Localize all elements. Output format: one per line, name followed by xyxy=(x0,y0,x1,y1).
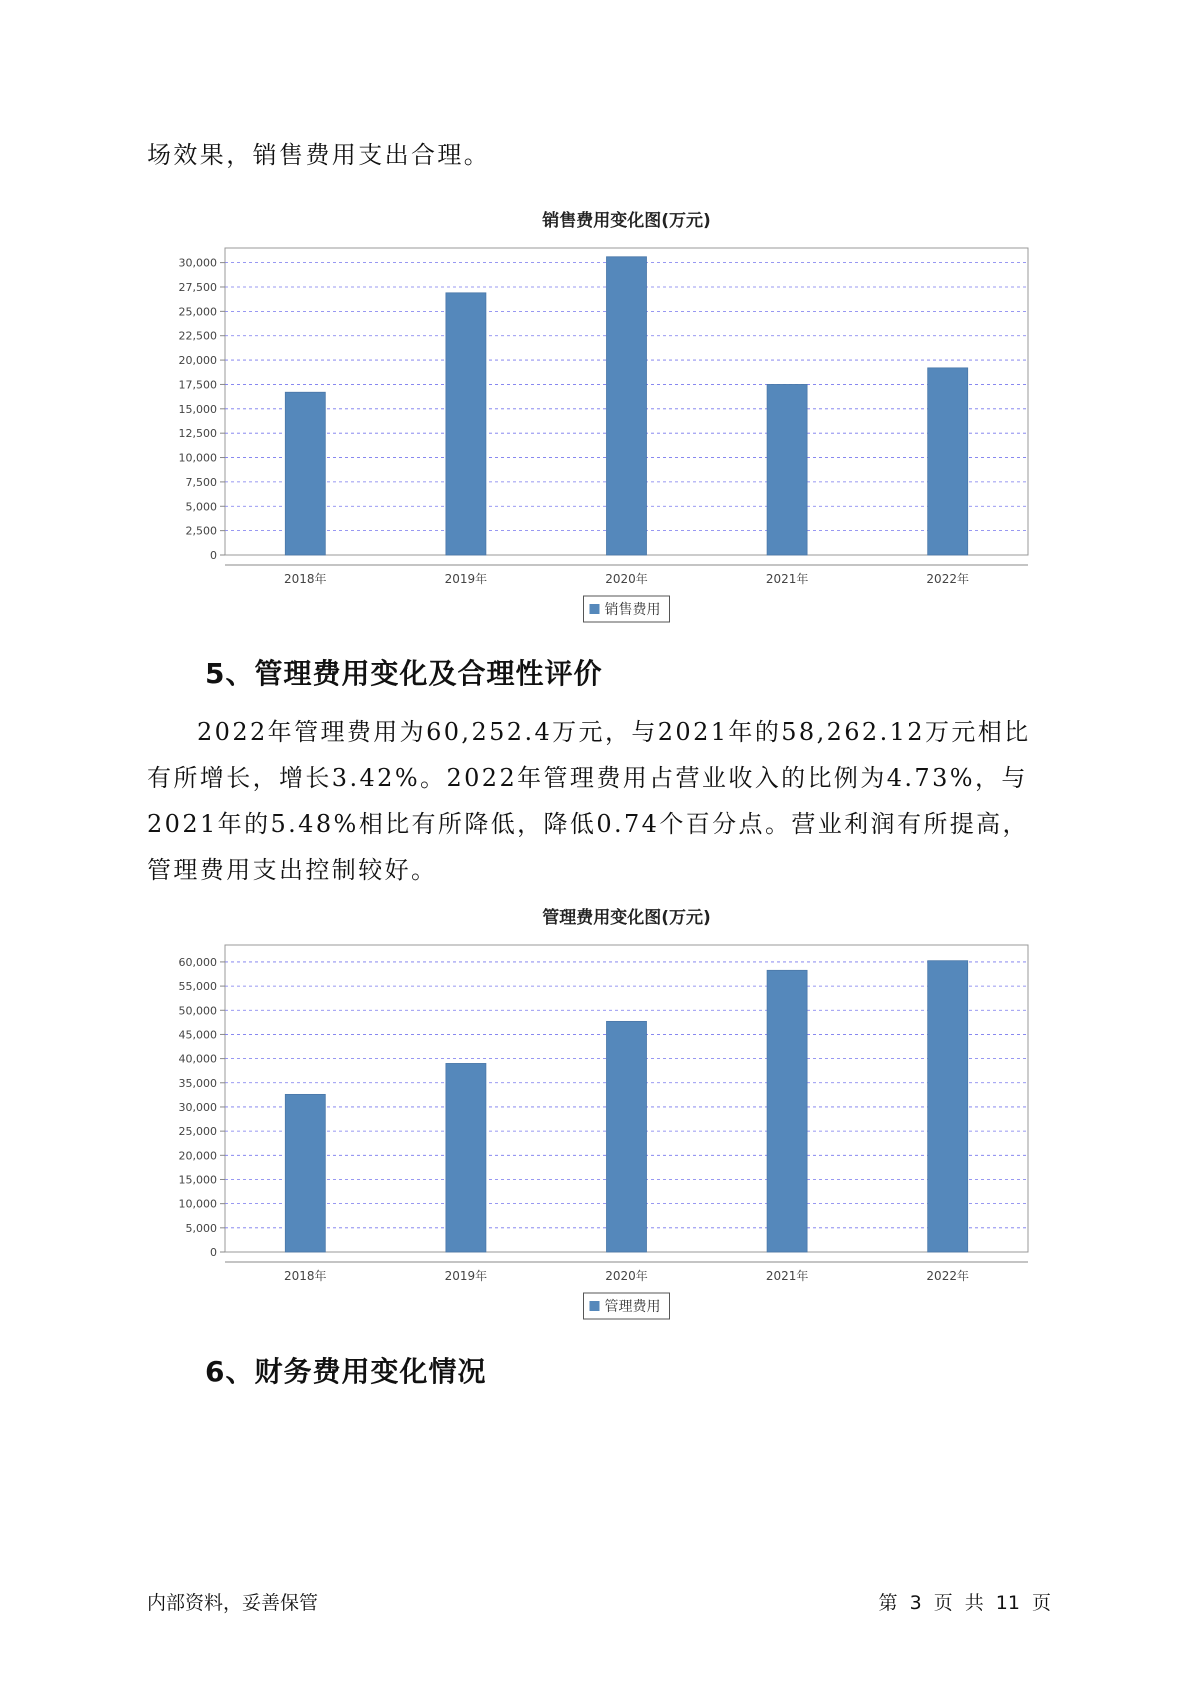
y-tick-label: 10,000 xyxy=(178,1197,217,1211)
bar-2018年 xyxy=(285,392,325,555)
chart-title: 销售费用变化图(万元) xyxy=(542,211,711,231)
x-tick-label: 2020年 xyxy=(605,1269,648,1283)
y-tick-label: 20,000 xyxy=(178,1149,217,1163)
legend-swatch xyxy=(590,604,600,614)
x-tick-label: 2021年 xyxy=(765,1269,809,1283)
y-tick-label: 5,000 xyxy=(185,500,217,514)
y-tick-label: 50,000 xyxy=(178,1004,217,1018)
y-tick-label: 30,000 xyxy=(178,256,217,270)
bar-2022年 xyxy=(928,961,968,1252)
x-tick-label: 2019年 xyxy=(444,572,488,586)
sales-expense-chart-svg xyxy=(160,200,1040,630)
x-tick-label: 2019年 xyxy=(444,1269,488,1283)
intro-paragraph: 场效果，销售费用支出合理。 xyxy=(147,141,491,169)
y-tick-label: 25,000 xyxy=(178,1125,217,1139)
y-tick-label: 2,500 xyxy=(185,524,217,538)
y-tick-label: 25,000 xyxy=(178,305,217,319)
y-tick-label: 40,000 xyxy=(178,1052,217,1066)
y-tick-label: 15,000 xyxy=(178,402,217,416)
bar-2020年 xyxy=(607,1021,647,1252)
y-tick-label: 20,000 xyxy=(178,354,217,368)
admin-expense-chart-svg xyxy=(160,897,1040,1327)
x-tick-label: 2018年 xyxy=(284,572,327,586)
legend-label: 管理费用 xyxy=(604,1299,661,1315)
y-tick-label: 60,000 xyxy=(178,955,217,969)
bar-2019年 xyxy=(446,293,486,555)
y-tick-label: 30,000 xyxy=(178,1100,217,1114)
y-tick-label: 5,000 xyxy=(185,1221,217,1235)
bar-2021年 xyxy=(767,970,807,1252)
chart-title: 管理费用变化图(万元) xyxy=(542,908,711,928)
chart-legend xyxy=(584,596,670,622)
y-tick-label: 7,500 xyxy=(185,475,217,489)
y-tick-label: 0 xyxy=(210,1246,217,1259)
section5-paragraph: 2022年管理费用为60,252.4万元，与2021年的58,262.12万元相比有所增长，增长3.42%。2022年管理费用占营业收入的比例为4.73%，与2021年的5.48%相比有所降低，降低0.74个百分点。营业利润有所提高，管理费用支出控制较好。 xyxy=(147,718,1031,884)
y-tick-label: 45,000 xyxy=(178,1028,217,1042)
admin-expense-chart xyxy=(160,897,1040,1327)
legend-label: 销售费用 xyxy=(604,602,661,618)
y-tick-label: 35,000 xyxy=(178,1076,217,1090)
footer-page-number: 第 3 页 共 11 页 xyxy=(878,1592,1051,1614)
x-tick-label: 2022年 xyxy=(926,572,969,586)
y-tick-label: 22,500 xyxy=(178,329,217,343)
x-tick-label: 2020年 xyxy=(605,572,648,586)
y-tick-label: 10,000 xyxy=(178,451,217,465)
y-tick-label: 15,000 xyxy=(178,1173,217,1187)
section6-heading: 6、财务费用变化情况 xyxy=(205,1355,487,1388)
sales-expense-chart xyxy=(160,200,1040,630)
footer-confidential-note: 内部资料，妥善保管 xyxy=(147,1592,319,1614)
bar-2020年 xyxy=(607,257,647,555)
y-tick-label: 17,500 xyxy=(178,378,217,392)
y-tick-label: 0 xyxy=(210,549,217,562)
bar-2018年 xyxy=(285,1094,325,1252)
legend-swatch xyxy=(590,1301,600,1311)
bar-2021年 xyxy=(767,384,807,555)
x-tick-label: 2018年 xyxy=(284,1269,327,1283)
chart-legend xyxy=(584,1293,670,1319)
bar-2019年 xyxy=(446,1063,486,1252)
x-tick-label: 2022年 xyxy=(926,1269,969,1283)
section5-heading: 5、管理费用变化及合理性评价 xyxy=(205,657,603,690)
bar-2022年 xyxy=(928,368,968,555)
y-tick-label: 12,500 xyxy=(178,427,217,441)
y-tick-label: 27,500 xyxy=(178,280,217,294)
x-tick-label: 2021年 xyxy=(765,572,809,586)
y-tick-label: 55,000 xyxy=(178,980,217,994)
